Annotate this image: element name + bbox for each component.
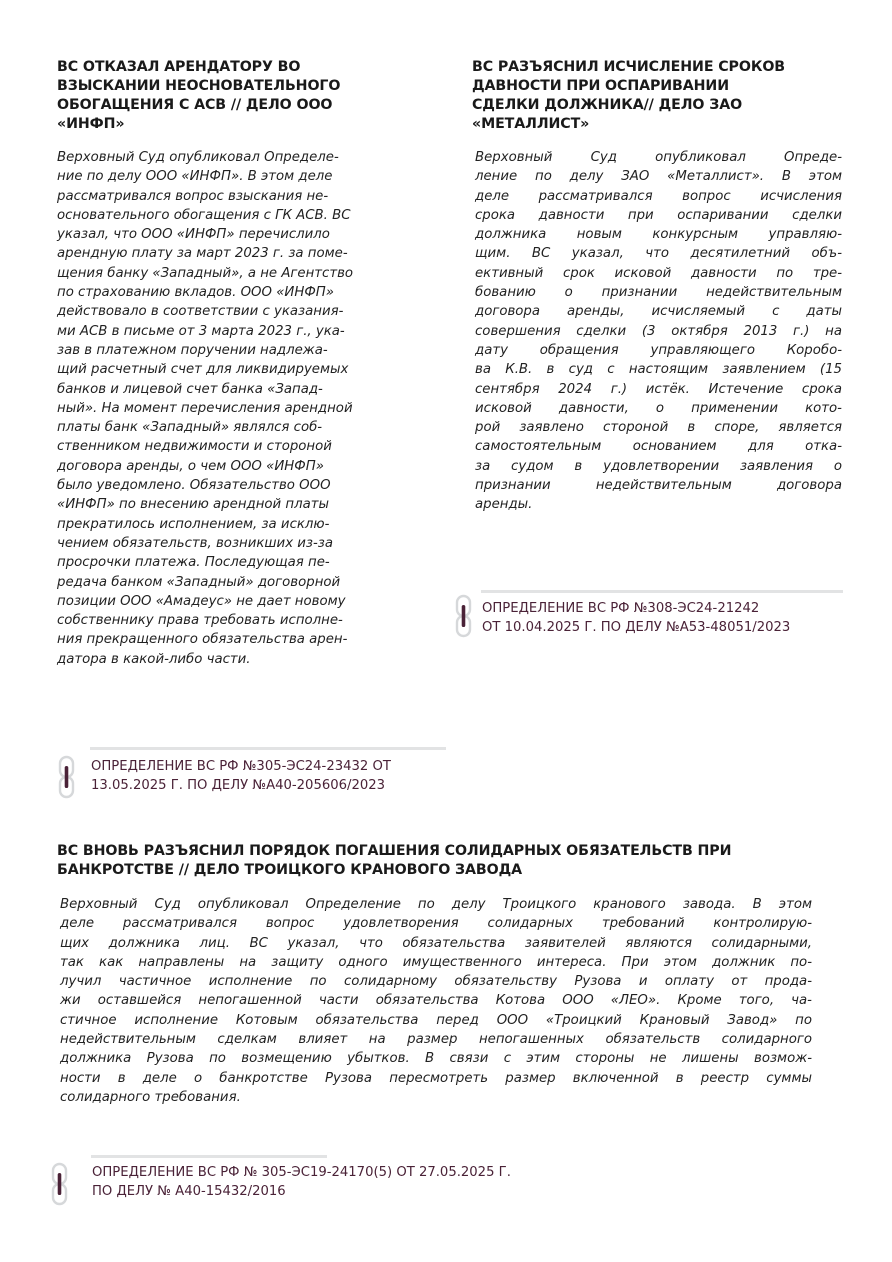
body-line: ный». На момент перечисления арендной [57,400,353,416]
body-line: жи оставшейся непогашенной части обязательства Котова ООО «ЛЕО». Кроме того, ча- [60,993,812,1009]
body-line: собственнику права требовать исполне- [57,613,343,629]
article-troitsk [57,842,847,1107]
body-line: ми АСВ в письме от 3 марта 2023 г., ука- [57,323,345,339]
body-line: было уведомлено. Обязательство ООО [57,478,331,494]
body-line: лучил частичное исполнение по солидарному обязательству Рузова и оплату от прода- [60,974,812,990]
body-line: просрочки платежа. Последующая пе- [57,555,330,571]
body-line: должника Рузова по возмещению убытков. В связи с этим стороны не лишены возмож- [60,1051,812,1067]
body-line: дату обращения управляющего Коробо- [475,342,842,358]
article-body [57,148,452,669]
reference-block [47,1153,667,1213]
body-line: банков и лицевой счет банка «Запад- [57,381,323,397]
reference-divider [481,590,843,593]
body-line: за судом в удовлетворении заявления о [475,458,842,474]
body-line: чением обязательств, возникших из-за [57,535,334,551]
body-line: зав в платежном поручении надлежа- [57,342,328,358]
body-line: ление по делу ЗАО «Металлист». В этом [475,169,842,185]
body-line: должника новым конкурсным управляю- [475,227,842,243]
body-line: стичное исполнение Котовым обязательства перед ООО «Троицкий Крановый Завод» по [60,1012,812,1028]
body-line: совершения сделки (3 октября 2013 г.) на [475,323,842,339]
body-line: ности в деле о банкротстве Рузова пересмотреть размер включенной в реестр суммы [60,1070,812,1086]
body-line: признании недействительным договора [475,478,842,494]
body-line: щения банку «Западный», а не Агентство [57,265,354,281]
body-line: щий расчетный счет для ликвидируемых [57,362,349,378]
body-line: деле рассматривался вопрос исчисления [475,188,842,204]
article-title: ВС РАЗЪЯСНИЛ ИСЧИСЛЕНИЕ СРОКОВ ДАВНОСТИ ПРИ ОСПАРИВАНИИ СДЕЛКИ ДОЛЖНИКА// ДЕЛО ЗАО «МЕТАЛЛИСТ» [472,59,785,132]
article-body [472,148,842,515]
body-line: позиции ООО «Амадеус» не дает новому [57,593,346,609]
body-line: арендную плату за март 2023 г. за поме- [57,246,348,262]
chain-link-icon [51,1162,69,1206]
body-line: «ИНФП» по внесению арендной платы [57,497,329,513]
body-line: Верховный Суд опубликовал Определение по делу Троицкого кранового завода. В этом [60,897,812,912]
body-line: так как направлены на защиту одного имущественного интереса. При этом должник по- [60,954,812,970]
body-line: солидарного требования. [60,1089,241,1105]
body-line: сентября 2024 г.) истёк. Истечение срока [475,381,842,397]
body-line: датора в какой-либо части. [57,651,251,667]
body-line: бованию о признании недействительным [475,285,842,301]
body-line: щим. ВС указал, что десятилетний объ- [475,246,842,262]
article-title: ВС ОТКАЗАЛ АРЕНДАТОРУ ВО ВЗЫСКАНИИ НЕОСНОВАТЕЛЬНОГО ОБОГАЩЕНИЯ С АСВ // ДЕЛО ООО «ИНФП» [57,59,341,132]
body-line: ственником недвижимости и стороной [57,439,332,455]
body-line: щих должника лиц. ВС указал, что обязательства заявителей являются солидарными, [60,935,812,951]
reference-text[interactable]: ОПРЕДЕЛЕНИЕ ВС РФ № 305-ЭС19-24170(5) ОТ 27.05.2025 Г. ПО ДЕЛУ № А40-15432/2016 [92,1165,511,1199]
body-line: ние по делу ООО «ИНФП». В этом деле [57,169,333,185]
body-line: исковой давности, о применении кото- [475,400,842,416]
body-line: указал, что ООО «ИНФП» перечислило [57,227,330,243]
body-line: платы банк «Западный» являлся соб- [57,420,323,436]
reference-divider [90,747,446,750]
body-line: Верховный Суд опубликовал Опреде- [475,150,842,165]
body-line: срока давности при оспаривании сделки [475,207,842,223]
body-line: ва К.В. в суд с настоящим заявлением (15 [475,362,842,378]
body-line: договора аренды, исчисляемый с даты [475,304,842,320]
body-line: Верховный Суд опубликовал Определе- [57,150,339,165]
body-line: основательного обогащения с ГК АСВ. ВС [57,207,351,223]
body-line: ективный срок исковой давности по тре- [475,265,842,281]
article-body [57,895,812,1107]
body-line: редача банком «Западный» договорной [57,574,341,590]
reference-text[interactable]: ОПРЕДЕЛЕНИЕ ВС РФ №305-ЭС24-23432 ОТ 13.05.2025 Г. ПО ДЕЛУ №А40-205606/2023 [91,759,391,793]
body-line: рой заявлено стороной в споре, является [475,420,842,436]
reference-block [58,745,458,805]
reference-text[interactable]: ОПРЕДЕЛЕНИЕ ВС РФ №308-ЭС24-21242 ОТ 10.04.2025 Г. ПО ДЕЛУ №А53-48051/2023 [482,601,791,635]
body-line: по страхованию вкладов. ООО «ИНФП» [57,285,335,301]
body-line: прекратилось исполнением, за исклю- [57,516,330,532]
chain-link-icon [455,594,473,638]
body-line: ния прекращенного обязательства арен- [57,632,348,648]
reference-block [461,590,861,650]
body-line: аренды. [475,497,533,513]
body-line: деле рассматривался вопрос удовлетворения солидарных требований контролирую- [60,916,812,932]
article-infp [57,58,452,669]
body-line: действовало в соответствии с указания- [57,304,344,320]
body-line: рассматривался вопрос взыскания не- [57,188,329,204]
body-line: договора аренды, о чем ООО «ИНФП» [57,458,324,474]
body-line: недействительным сделкам влияет на размер непогашенных обязательств солидарного [60,1032,812,1048]
article-title: ВС ВНОВЬ РАЗЪЯСНИЛ ПОРЯДОК ПОГАШЕНИЯ СОЛИДАРНЫХ ОБЯЗАТЕЛЬСТВ ПРИ БАНКРОТСТВЕ // ДЕЛО ТРОИЦКОГО КРАНОВОГО ЗАВОДА [57,843,732,878]
article-metallist [472,58,842,515]
chain-link-icon [58,755,76,799]
body-line: самостоятельным основанием для отка- [475,439,842,455]
reference-divider [91,1155,327,1158]
